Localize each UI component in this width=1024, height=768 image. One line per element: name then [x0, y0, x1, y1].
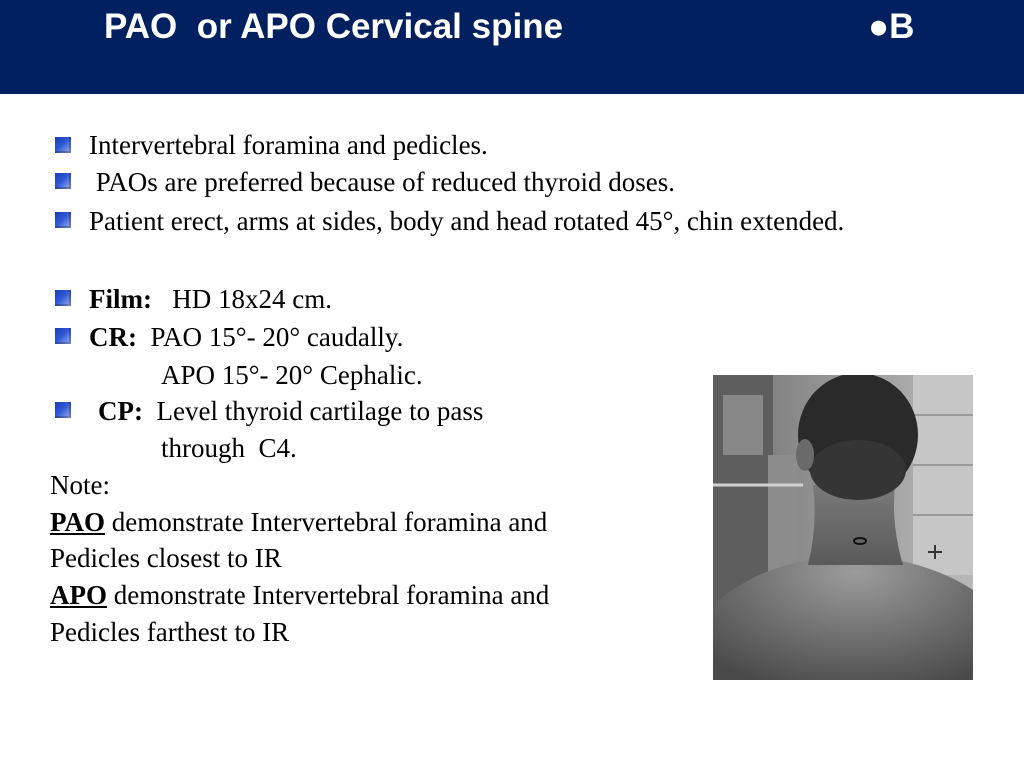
cr-value: PAO 15°- 20° caudally.	[137, 322, 404, 352]
film-line	[89, 282, 332, 316]
slide-title: PAO or APO Cervical spine	[104, 7, 564, 46]
cr-label: CR:	[89, 322, 137, 352]
cr-line	[89, 320, 403, 354]
pao-label: PAO	[50, 507, 105, 537]
bullet-text: Patient erect, arms at sides, body and head rotated 45°, chin extended.	[89, 206, 845, 236]
bullet-text: PAOs are preferred because of reduced thyroid doses.	[89, 167, 676, 197]
film-value: HD 18x24 cm.	[151, 284, 332, 314]
cp-value: Level thyroid cartilage to pass	[142, 396, 484, 426]
cr-continuation: APO 15°- 20° Cephalic.	[161, 360, 423, 390]
apo-label: APO	[50, 580, 107, 610]
bullet-icon	[55, 173, 71, 189]
bullet-icon	[55, 290, 71, 306]
note-heading: Note:	[50, 470, 110, 500]
bullet-icon	[55, 212, 71, 228]
note-pao-line	[50, 505, 547, 539]
pao-text: demonstrate Intervertebral foramina and	[105, 507, 548, 537]
note-pao-line-2: Pedicles closest to IR	[50, 543, 282, 573]
film-label: Film:	[89, 284, 152, 314]
corner-label: ●B	[868, 7, 915, 46]
bullet-icon	[55, 137, 71, 153]
apo-text: demonstrate Intervertebral foramina and	[107, 580, 550, 610]
note-apo-line	[50, 578, 549, 612]
bullet-icon	[55, 402, 71, 418]
note-apo-line-2: Pedicles farthest to IR	[50, 617, 290, 647]
photo-illustration	[713, 375, 973, 680]
bullet-text: Intervertebral foramina and pedicles.	[89, 130, 488, 160]
cp-line	[98, 394, 483, 428]
bullet-icon	[55, 328, 71, 344]
title-bar	[0, 0, 1024, 94]
cp-label: CP:	[98, 396, 143, 426]
cp-continuation: through C4.	[161, 433, 297, 463]
patient-neck-photo	[713, 375, 973, 680]
